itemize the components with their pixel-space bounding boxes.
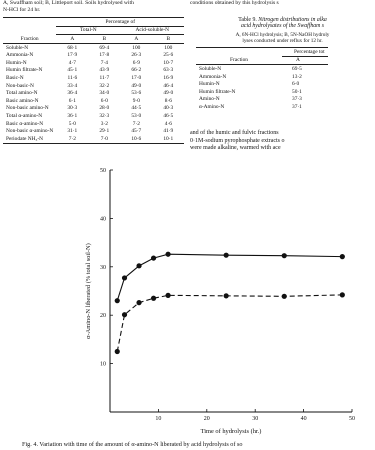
table8-subcol: A [120, 35, 152, 44]
table9-col-a: A [282, 56, 328, 65]
x-axis-label: Time of hydrolysis (hr.) [200, 428, 262, 435]
data-point-dashed [136, 300, 141, 305]
x-tick-label: 20 [203, 416, 210, 422]
table9-label: Table 9. [238, 17, 257, 23]
table9-pct-header: Percentage tot [282, 48, 328, 57]
table9-sub-line1: A, 6N-HCl hydrolysis; B, 5N-NaOH hydroly [235, 32, 330, 38]
table8-cell: 3·2 [100, 120, 108, 127]
table8-cell: 16·9 [163, 74, 174, 81]
table8-cell: 11·7 [99, 74, 110, 81]
table8-fraction-header: Fraction [3, 35, 56, 44]
table8-cell: 31·1 [67, 128, 78, 135]
table9-row-label: Amino-N [199, 96, 220, 103]
table8-cell: 40·3 [163, 105, 174, 112]
table8-cell: 6·9 [132, 59, 140, 66]
table8-row-label: Soluble-N [6, 44, 29, 51]
table8-cell: 36·4 [67, 90, 78, 97]
y-tick-label: 10 [100, 361, 106, 368]
table8-cell: 17·9 [67, 52, 78, 59]
table8-cell: 10·6 [120, 135, 152, 143]
table8-row-label: Basic-N [6, 74, 24, 81]
table8-cell: 32·2 [99, 82, 110, 89]
table8-cell: 33·4 [67, 82, 78, 89]
table9-cell: 69·5 [292, 65, 302, 72]
table8-cell: 28·0 [99, 105, 110, 112]
table8-cell: 66·2 [131, 67, 142, 74]
y-axis-label: α-Amino-N liberated (% total soil-N) [85, 243, 92, 339]
table8-col-total-n: Total-N [56, 26, 120, 35]
table8-cell: 68·1 [67, 44, 78, 51]
table8-cell: 10·7 [163, 59, 174, 66]
data-point-solid [151, 255, 156, 260]
table8-cell: 7·4 [100, 59, 108, 66]
table8-row-label: Humin filtrate-N [6, 67, 43, 74]
table8-cell: 44·5 [131, 105, 142, 112]
table9-row-label: Humin filtrate-N [199, 88, 236, 95]
table8-cell: 7·0 [88, 135, 120, 143]
table8-row-label: Basic α-amino-N [6, 120, 44, 127]
table8-cell: 17·8 [99, 52, 110, 59]
data-point-dashed [151, 296, 156, 301]
table8-cell: 34·0 [99, 90, 110, 97]
data-point-dashed [165, 293, 170, 298]
table8-row-label: Ammonia-N [6, 52, 34, 59]
paragraph-line3: were made alkaline, warmed with ace [190, 145, 281, 151]
x-tick-label: 40 [300, 416, 307, 422]
chart-axes [110, 170, 352, 412]
table8-cell: 46·5 [163, 112, 174, 119]
table8-cell: 32·3 [99, 112, 110, 119]
table9-cell: 13·2 [292, 73, 302, 80]
table8-cell: 7·2 [56, 135, 88, 143]
table8-cell: 17·0 [131, 74, 142, 81]
table8-cell: 53·0 [131, 112, 142, 119]
data-point-solid [122, 275, 127, 280]
table9-cell: 50·1 [292, 88, 302, 95]
x-tick-label: 50 [349, 416, 355, 422]
table8-cell: 10·1 [152, 135, 184, 143]
chart-series [115, 252, 345, 354]
table9-cell: 37·1 [292, 103, 302, 110]
table8-caption-line2: N-HCl for 24 hr. [3, 7, 41, 13]
table8-row-label: Non-basic-N [6, 82, 34, 89]
table9-row-label: α-Amino-N [199, 103, 225, 110]
x-tick-label: 10 [155, 416, 162, 422]
paragraph-line1: and of the humic and fulvic fractions [190, 130, 279, 136]
table8-cell: 45·1 [67, 67, 78, 74]
table9-row-label: Soluble-N [199, 65, 222, 72]
data-point-solid [115, 298, 120, 303]
table8-col-acid-soluble-n: Acid-soluble-N [120, 26, 184, 35]
table9-row-label: Ammonia-N [199, 73, 227, 80]
table8-cell: 43·9 [99, 67, 110, 74]
table8-cell: 4·7 [68, 59, 76, 66]
table9-cell: 37·3 [292, 96, 302, 103]
table9-caption-line1: Nitrogen distributions in alka [258, 17, 327, 23]
table8-cell: 6·1 [68, 97, 76, 104]
table8-cell: 41·9 [163, 128, 174, 135]
table8-cell: 4·6 [164, 120, 172, 127]
table8-cell: 25·6 [163, 52, 174, 59]
data-point-dashed [340, 292, 345, 297]
table8-row-label: Total α-amino-N [6, 112, 43, 119]
table8-caption-line1: A, Swaffham soil; B, Littleport soil. Soils hydrolysed with [3, 0, 134, 6]
data-point-dashed [122, 312, 127, 317]
table8-cell: 100 [164, 44, 173, 51]
y-tick-label: 20 [100, 313, 106, 320]
data-point-solid [165, 252, 170, 257]
table8-row-label: Non-basic amino-N [6, 105, 49, 112]
table8-cell: 8·6 [164, 97, 172, 104]
data-point-solid [340, 254, 345, 259]
table8-cell: 26·3 [131, 52, 142, 59]
table9-caption-line2: acid hydrolysates of the Swaffham s [240, 23, 325, 29]
table8-subcol: B [88, 35, 120, 44]
table9-sub-line2: lyses conducted under reflux for 12 hr. [242, 38, 323, 44]
table8-subcol: A [56, 35, 88, 44]
data-point-dashed [282, 294, 287, 299]
series-line-solid [117, 254, 342, 300]
table8-cell: 11·6 [67, 74, 78, 81]
table8-cell: 30·3 [67, 105, 78, 112]
table8-cell: 7·2 [132, 120, 140, 127]
series-line-dashed [117, 295, 342, 352]
data-point-solid [282, 253, 287, 258]
data-point-dashed [115, 349, 120, 354]
table8-row-label: Periodate NH₃-N [3, 135, 56, 143]
table8-cell: 6·0 [100, 97, 108, 104]
table8-row-label: Non-basic α-amino-N [6, 128, 54, 135]
table8-cell: 49·0 [131, 82, 142, 89]
paragraph-line2: 0·1M-sodium pyrophosphate extracts o [190, 137, 285, 144]
y-tick-label: 50 [100, 168, 106, 174]
table8-group-header: Percentage of [56, 18, 184, 27]
y-tick-label: 30 [100, 264, 106, 271]
right-text-fragment: conditions obtained by this hydrolysis s [190, 0, 279, 6]
table8-cell: 49·0 [163, 90, 174, 97]
table8-cell: 46·4 [163, 82, 174, 89]
data-point-solid [136, 263, 141, 268]
table8-cell: 29·1 [99, 128, 110, 135]
table9-cell: 6·0 [292, 81, 300, 88]
data-point-solid [224, 253, 229, 258]
figure-caption: Fig. 4. Variation with time of the amount of α-amino-N liberated by acid hydrolysis of so [22, 441, 243, 448]
y-tick-label: 40 [100, 216, 106, 223]
table8-subcol: B [152, 35, 184, 44]
table8-cell: 69·4 [99, 44, 110, 51]
table8-cell: 45·7 [131, 128, 142, 135]
table8-cell: 9·0 [132, 97, 140, 104]
table8-cell: 5·0 [68, 120, 76, 127]
table8-cell: 53·6 [131, 90, 142, 97]
table9-row-label: Humin-N [199, 81, 220, 88]
table8-cell: 63·3 [163, 67, 174, 74]
table8-cell: 100 [132, 44, 141, 51]
data-point-dashed [224, 293, 229, 298]
x-tick-label: 30 [252, 416, 259, 422]
table9-fraction-header: Fraction [196, 56, 282, 65]
table8-row-label: Total amino-N [6, 90, 38, 97]
table8-row-label: Humin-N [6, 59, 27, 66]
table8-cell: 36·1 [67, 112, 78, 119]
table8-row-label: Basic amino-N [6, 97, 39, 104]
